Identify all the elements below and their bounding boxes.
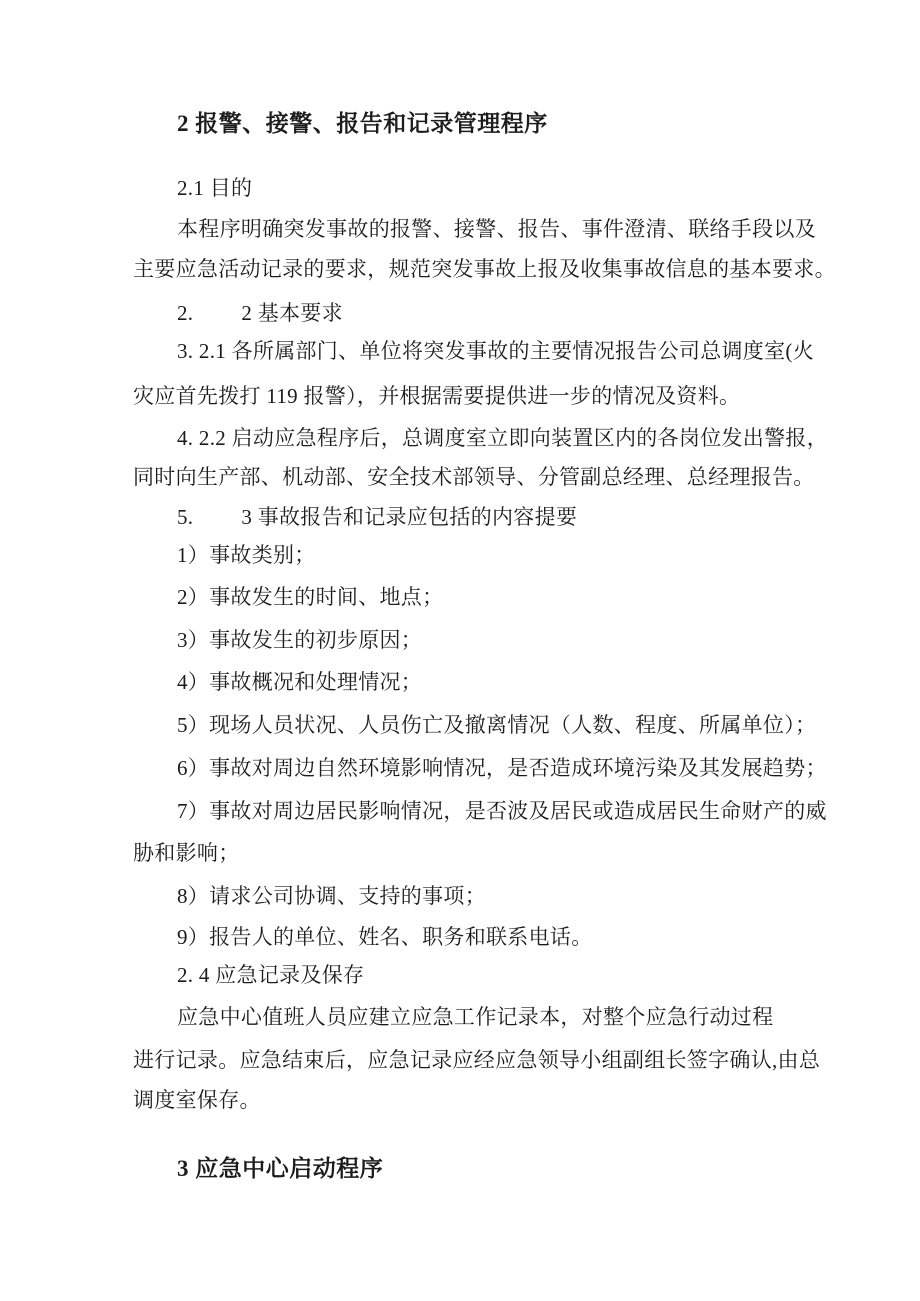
- report-content-item-7-line-2: 胁和影响；: [133, 841, 240, 865]
- section-2-4-title: 2. 4 应急记录及保存: [177, 963, 365, 987]
- report-content-item-5: 5）现场人员状况、人员伤亡及撤离情况（人数、程度、所属单位）；: [177, 713, 817, 737]
- purpose-paragraph-line-1: 本程序明确突发事故的报警、接警、报告、事件澄清、联络手段以及: [177, 217, 816, 241]
- report-content-item-2: 2）事故发生的时间、地点；: [177, 585, 444, 609]
- section-title-text: 2 基本要求: [241, 301, 343, 325]
- item-2-1-line-1: 3. 2.1 各所属部门、单位将突发事故的主要情况报告公司总调度室(火: [177, 339, 814, 363]
- chapter-2-heading: 2 报警、接警、报告和记录管理程序: [177, 111, 548, 136]
- report-content-item-3: 3）事故发生的初步原因；: [177, 628, 423, 652]
- item-2-2-line-2: 同时向生产部、机动部、安全技术部领导、分管副总经理、总经理报告。: [133, 465, 815, 489]
- report-content-item-9: 9）报告人的单位、姓名、职务和联系电话。: [177, 925, 593, 949]
- purpose-paragraph-line-2: 主要应急活动记录的要求，规范突发事故上报及收集事故信息的基本要求。: [133, 257, 836, 281]
- list-number: 5.: [177, 505, 194, 529]
- record-keeping-paragraph-line-3: 调度室保存。: [133, 1088, 261, 1112]
- section-title-text: 3 事故报告和记录应包括的内容提要: [241, 505, 578, 529]
- section-2-1-title: 2.1 目的: [177, 176, 253, 200]
- item-2-2-line-1: 4. 2.2 启动应急程序后，总调度室立即向装置区内的各岗位发出警报，: [177, 426, 828, 450]
- item-2-1-line-2: 灾应首先拨打 119 报警），并根据需要提供进一步的情况及资料。: [133, 384, 741, 408]
- report-content-item-4: 4）事故概况和处理情况；: [177, 670, 423, 694]
- record-keeping-paragraph-line-1: 应急中心值班人员应建立应急工作记录本，对整个应急行动过程: [177, 1005, 774, 1029]
- report-content-item-8: 8）请求公司协调、支持的事项；: [177, 884, 486, 908]
- section-basic-requirements-title: [177, 301, 343, 325]
- report-content-item-1: 1）事故类别；: [177, 543, 316, 567]
- report-content-item-6: 6）事故对周边自然环境影响情况，是否造成环境污染及其发展趋势；: [177, 756, 827, 780]
- record-keeping-paragraph-line-2: 进行记录。应急结束后，应急记录应经应急领导小组副组长签字确认,由总: [133, 1048, 821, 1072]
- chapter-3-heading: 3 应急中心启动程序: [177, 1156, 384, 1181]
- section-report-content-title: [177, 505, 577, 529]
- report-content-item-7-line-1: 7）事故对周边居民影响情况，是否波及居民或造成居民生命财产的威: [177, 799, 827, 823]
- list-number: 2.: [177, 301, 194, 325]
